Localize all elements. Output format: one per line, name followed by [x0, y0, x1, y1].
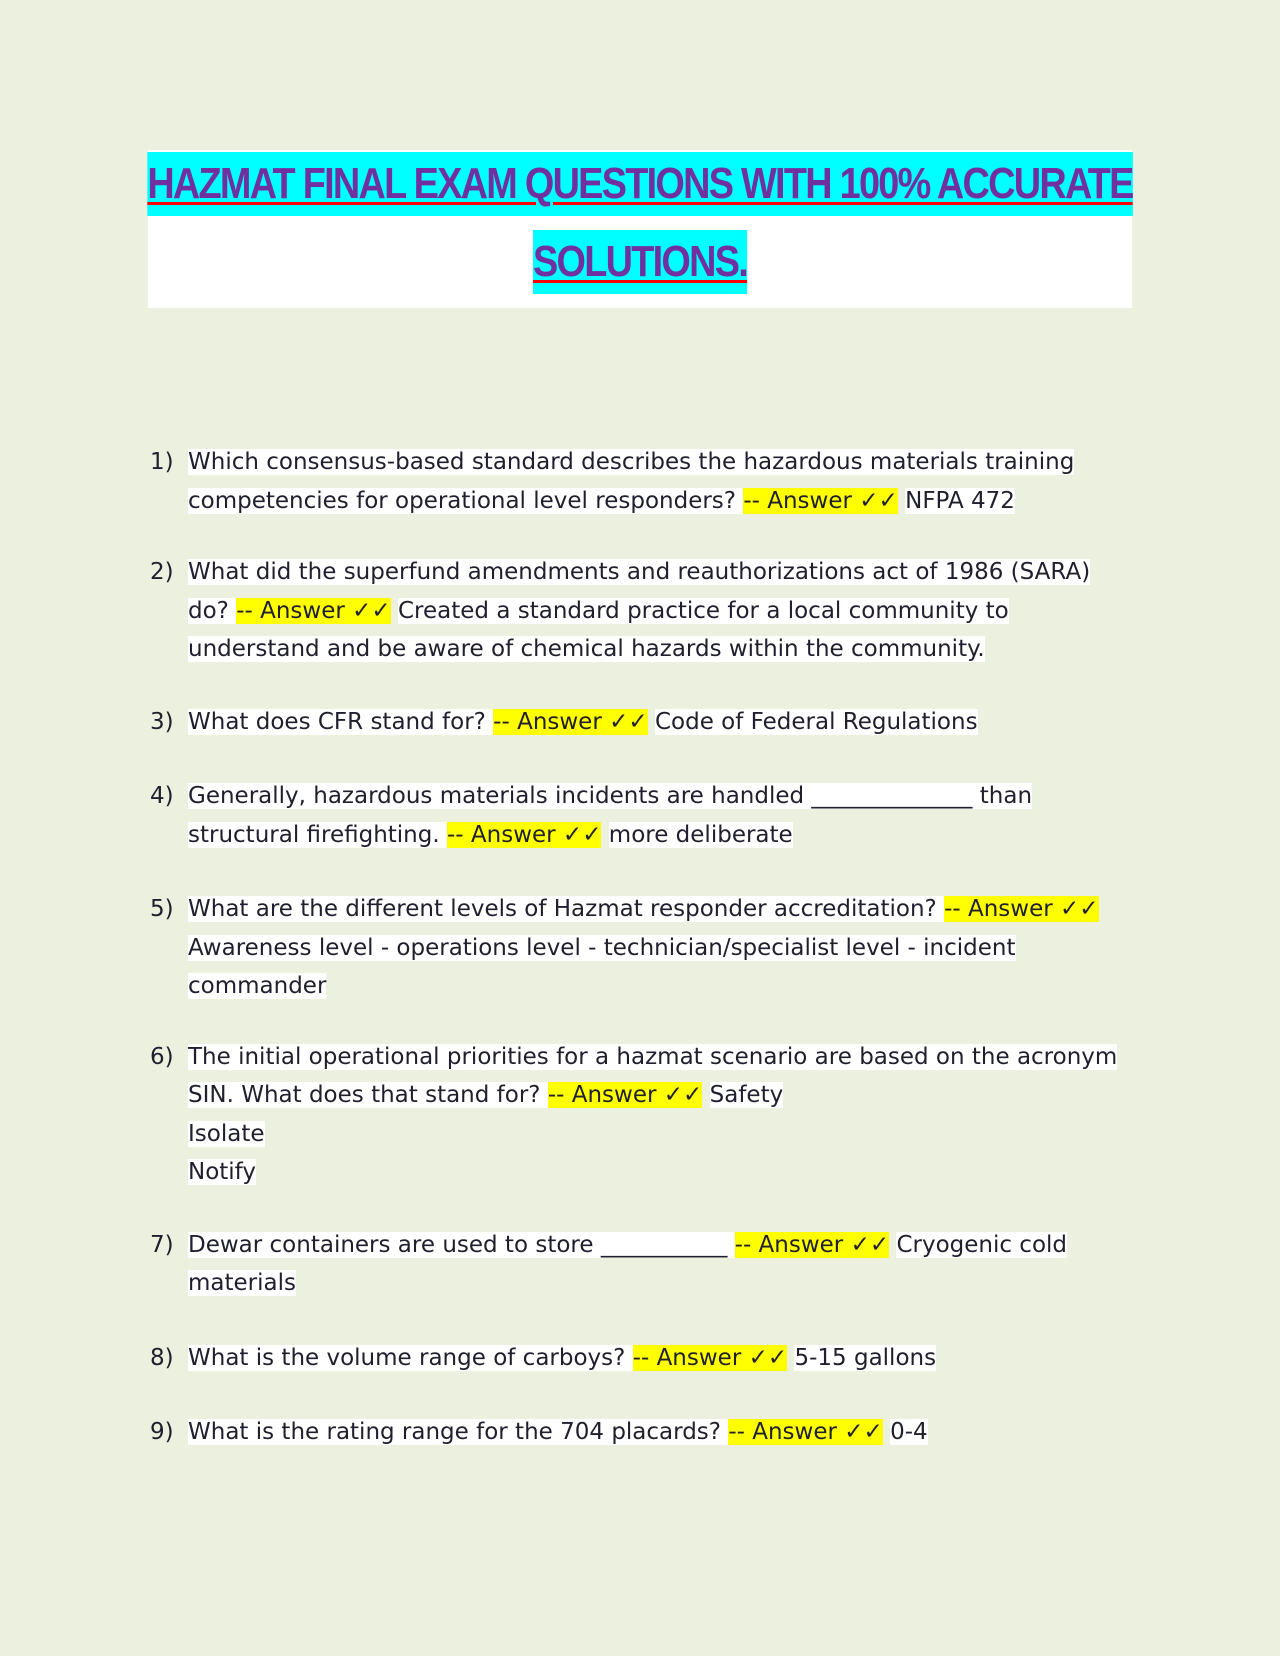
question-text: Which consensus-based standard describes the hazardous materials training competencies for operational level responders? [188, 449, 1075, 514]
answer-text: Code of Federal Regulations [654, 708, 978, 735]
question-item [150, 890, 1130, 1006]
question-text: Generally, hazardous materials incidents are handled ______________ than structural firefighting. [188, 783, 1033, 848]
question-item [150, 1038, 1130, 1192]
question-text: The initial operational priorities for a hazmat scenario are based on the acronym SIN. What does that stand for? [188, 1043, 1118, 1108]
answer-extra-line: Isolate [188, 1120, 265, 1147]
question-item [150, 703, 1130, 742]
document-title [148, 150, 1132, 308]
question-number: 9) [150, 1419, 174, 1445]
answer-label: -- Answer ✓✓ [236, 597, 391, 624]
answer-text: 0-4 [890, 1419, 928, 1445]
question-number: 5) [150, 896, 174, 922]
question-text: What is the volume range of carboys? [188, 1344, 633, 1371]
question-number: 1) [150, 449, 174, 475]
answer-text: 5-15 gallons [794, 1344, 937, 1371]
title-line-1: HAZMAT FINAL EXAM QUESTIONS WITH 100% ACCURATE [147, 152, 1132, 216]
answer-label: -- Answer ✓✓ [728, 1419, 883, 1445]
question-item [150, 777, 1130, 854]
question-item [150, 1413, 1130, 1452]
question-item [150, 1226, 1130, 1303]
answer-label: -- Answer ✓✓ [493, 708, 648, 735]
question-item [150, 1339, 1130, 1378]
answer-label: -- Answer ✓✓ [743, 487, 898, 514]
answer-text: Created a standard practice for a local community to understand and be aware of chemical hazards within the community. [188, 597, 1009, 662]
answer-text: more deliberate [608, 821, 793, 848]
answer-label: -- Answer ✓✓ [547, 1082, 703, 1108]
question-item [150, 553, 1130, 669]
question-text: What does CFR stand for? [188, 708, 494, 735]
question-text: What did the superfund amendments and reauthorizations act of 1986 (SARA) do? [188, 559, 1091, 624]
question-number: 6) [150, 1043, 174, 1070]
question-number: 3) [150, 708, 174, 735]
question-number: 7) [150, 1231, 174, 1258]
answer-text: NFPA 472 [905, 487, 1015, 514]
question-number: 8) [150, 1344, 174, 1371]
answer-label: -- Answer ✓✓ [632, 1344, 788, 1371]
answer-text: Safety [709, 1082, 784, 1108]
question-number: 2) [150, 559, 174, 585]
question-item [150, 443, 1130, 520]
question-number: 4) [150, 783, 174, 809]
question-text: Dewar containers are used to store ___________ [188, 1231, 735, 1258]
answer-label: -- Answer ✓✓ [734, 1231, 890, 1258]
question-text: What are the different levels of Hazmat responder accreditation? [188, 896, 945, 922]
title-line-2: SOLUTIONS. [533, 230, 747, 294]
answer-text: Cryogenic cold materials [188, 1231, 1068, 1296]
question-text: What is the rating range for the 704 placards? [188, 1419, 729, 1445]
question-list [150, 443, 1130, 1452]
answer-extra-line: Notify [188, 1159, 256, 1185]
answer-text: Awareness level - operations level - technician/specialist level - incident commander [188, 934, 1016, 999]
answer-label: -- Answer ✓✓ [447, 821, 602, 848]
answer-label: -- Answer ✓✓ [944, 896, 1099, 922]
